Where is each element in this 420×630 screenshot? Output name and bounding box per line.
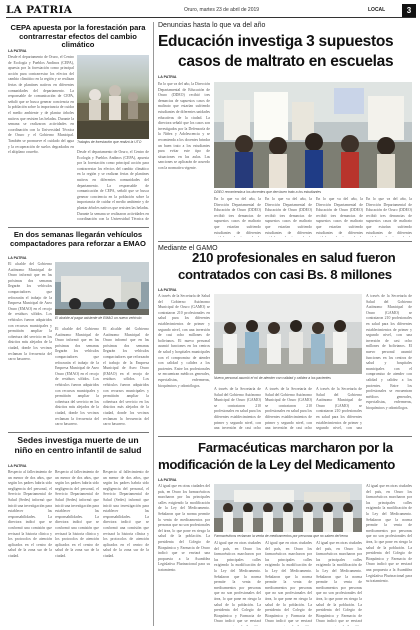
gamo-byline: LA PATRIA (158, 288, 177, 292)
divider-left-1 (8, 227, 149, 228)
divider-left-2 (8, 432, 149, 433)
gamo-kicker: Mediante el GAMO (158, 245, 218, 252)
newspaper-logo: LA PATRIA (6, 4, 73, 16)
emao-photo (55, 262, 149, 315)
maltrato-byline: LA PATRIA (158, 75, 177, 79)
forestation-photo (77, 55, 149, 139)
farmaceuticas-headline-line1: Farmacéuticas marcharon por la (198, 440, 393, 455)
gamo-body-col1: A través de la Secretaría de Salud del Gobierno Autónomo Municipal de Oruro (GAMO) se contrataron 210 profesionales en salud para los diferentes establecimientos de primer y segundo nivel, con una inversión de casi ocho millones de bolivianos. El nuevo personal asumió funciones en los centros de salud y hospitales municipales con el compromiso de atender con calidad y calidez a los pacientes. Entre los profesionales se encuentran médicos generales, especialistas, enfermeras, bioquímicos y odontólogos. (158, 294, 210, 388)
sedes-body-col3: Respecto al fallecimiento de un menor de dos años, que según los padres habría sido negligencia del personal, el Servicio Departamental de Salud (Sedes) informó que inició una investigación para establecer las responsabilidades. La directora indicó que se conformó una comisión que revisará la historia clínica y los protocolos de atención aplicados en el centro de salud de la zona sur de la ciudad. (103, 470, 149, 558)
gamo-body-col2: A través de la Secretaría de Salud del Gobierno Autónomo Municipal de Oruro (GAMO) se contrataron 210 profesionales en salud para los diferentes establecimientos de primer y segundo nivel, con una inversión de casi ocho (214, 387, 261, 431)
maltrato-body-col1: En lo que va del año, la Dirección Departamental de Educación de Oruro (DDEO) recibió tres denuncias de supuestos casos de maltrato que estarían sufriendo estudiantes de diferentes unidades educativas de la ciudad. La directora señaló que los casos son investigados por la Defensoría de la Niñez y Adolescencia y se recomienda a los docentes brindar un buen trato a los estudiantes para evitar este tipo de situaciones en las aulas. Las sanciones se aplicarán de acuerdo con la normativa vigente. (158, 82, 210, 170)
maltrato-photo (214, 82, 412, 188)
farmaceuticas-body-col3: Al igual que en otras ciudades del país, en Oruro los farmacéuticos marcharon por las principales calles exigiendo la modificación de la Ley del Medicamento. Señalaron que la norma permite la venta de medicamentos por personas que no son profesionales del área, lo que pone en riesgo la salud de la población. La presidenta del Colegio de Bioquímica y Farmacia de Oruro indicó que se enviará (265, 541, 312, 624)
emao-headline: En dos semanas llegarán vehículos compactadores para reforzar a EMAO (10, 230, 146, 248)
emao-body-col2: El alcalde del Gobierno Autónomo Municipal de Oruro informó que en las próximas dos semanas llegarán los vehículos compactadores que reforzarán el trabajo de la Empresa Municipal de Aseo Oruro (EMAO) en el recojo de residuos sólidos. Los vehículos fueron adquiridos con recursos municipales y permitirán ampliar la cobertura del servicio en los distritos más alejados de la ciudad, donde los vecinos reclaman la frecuencia del carro basurero. (55, 327, 99, 427)
emao-byline: LA PATRIA (8, 256, 27, 260)
gamo-photo-caption: Nuevo personal asumió el rol de atender con calidad y calidez a los pacientes (214, 376, 331, 380)
emao-body-col3: El alcalde del Gobierno Autónomo Municipal de Oruro informó que en las próximas dos semanas llegarán los vehículos compactadores que reforzarán el trabajo de la Empresa Municipal de Aseo Oruro (EMAO) en el recojo de residuos sólidos. Los vehículos fueron adquiridos con recursos municipales y permitirán ampliar la cobertura del servicio en los distritos más alejados de la ciudad, donde los vecinos reclaman la frecuencia del carro basurero. (103, 327, 149, 427)
farmaceuticas-body-col4: Al igual que en otras ciudades del país, en Oruro los farmacéuticos marcharon por las principales calles exigiendo la modificación de la Ley del Medicamento. Señalaron que la norma permite la venta de medicamentos por personas que no son profesionales del área, lo que pone en riesgo la salud de la población. La presidenta del Colegio de Bioquímica y Farmacia de Oruro indicó que se enviará (316, 541, 362, 624)
forestation-body-col1: Desde el departamento de Oruro, el Centro de Ecología y Pueblos Andinos (CEPA), apuesta por la forestación como principal acción para contrarrestar los efectos del cambio climático en la región y se realizan ferias de plantines nativos en diferentes comunidades del departamento. La responsable de comunicación de CEPA, señaló que se busca generar conciencia en la población sobre la importancia de cuidar el medio ambiente y de plantar árboles nativos que resisten las heladas. Durante la semana se realizaron actividades en coordinación con la Universidad Técnica de Oruro y el Gobierno Municipal. También se promueve el cuidado del agua y la recuperación de suelos degradados en el altiplano orureño. (8, 55, 74, 155)
maltrato-body-col5: En lo que va del año, la Dirección Departamental de Educación de Oruro (DDEO) recibió tres denuncias de supuestos casos de maltrato que estarían sufriendo estudiantes de diferentes (366, 197, 412, 235)
forestation-byline: LA PATRIA (8, 49, 27, 53)
maltrato-headline-line2: casos de maltrato en escuelas (178, 53, 394, 70)
masthead (6, 4, 416, 18)
gamo-headline-line1: 210 profesionales en salud fueron (192, 250, 396, 265)
divider-right-1 (158, 241, 412, 242)
forestation-headline: CEPA apuesta por la forestación para contrarrestar efectos del cambio climático (10, 23, 146, 49)
gamo-photo (214, 294, 362, 374)
sedes-body-col2: Respecto al fallecimiento de un menor de dos años, que según los padres habría sido negligencia del personal, el Servicio Departamental de Salud (Sedes) informó que inició una investigación para establecer las responsabilidades. La directora indicó que se conformó una comisión que revisará la historia clínica y los protocolos de atención aplicados en el centro de salud de la zona sur de la ciudad. (55, 470, 99, 558)
emao-body-col1: El alcalde del Gobierno Autónomo Municipal de Oruro informó que en las próximas dos semanas llegarán los vehículos compactadores que reforzarán el trabajo de la Empresa Municipal de Aseo Oruro (EMAO) en el recojo de residuos sólidos. Los vehículos fueron adquiridos con recursos municipales y permitirán ampliar la cobertura del servicio en los distritos más alejados de la ciudad, donde los vecinos reclaman la frecuencia del carro basurero. (8, 262, 52, 362)
section-label: LOCAL (368, 7, 386, 13)
sedes-headline: Sedes investiga muerte de un niño en centro infantil de salud (14, 435, 142, 455)
emao-photo-caption: El alcalde al pagar asistente de EMAO un nuevo vehículo (55, 316, 142, 320)
gamo-body-col5: A través de la Secretaría de Salud del Gobierno Autónomo Municipal de Oruro (GAMO) se contrataron 210 profesionales en salud para los diferentes establecimientos de primer y segundo nivel, con una inversión de casi ocho millones de bolivianos. El nuevo personal asumió funciones en los centros de salud y hospitales municipales con el compromiso de atender con calidad y calidez a los pacientes. Entre los profesionales se encuentran médicos generales, especialistas, enfermeras, bioquímicos y odontólogos. (366, 294, 412, 410)
sedes-body-col1: Respecto al fallecimiento de un menor de dos años, que según los padres habría sido negligencia del personal, el Servicio Departamental de Salud (Sedes) informó que inició una investigación para establecer las responsabilidades. La directora indicó que se conformó una comisión que revisará la historia clínica y los protocolos de atención aplicados en el centro de salud de la zona sur de la ciudad. (8, 470, 52, 558)
divider-right-2 (158, 436, 412, 437)
farmaceuticas-headline-line2: modificación de la Ley del Medicamento (158, 457, 395, 472)
gamo-body-col3: A través de la Secretaría de Salud del Gobierno Autónomo Municipal de Oruro (GAMO) se contrataron 210 profesionales en salud para los diferentes establecimientos de primer y segundo nivel, con una inversión de casi ocho (265, 387, 312, 431)
maltrato-kicker: Denuncias hasta lo que va del año (158, 22, 266, 29)
farmaceuticas-photo-caption: Farmacéuticos reclaman la venta de medicamentos por personas que no saben del tema (214, 534, 348, 538)
gamo-body-col4: A través de la Secretaría de Salud del Gobierno Autónomo Municipal de Oruro (GAMO) se contrataron 210 profesionales en salud para los diferentes establecimientos de primer y segundo nivel, con una (316, 387, 362, 431)
page-number: 3 (402, 4, 416, 17)
forestation-photo-caption: Trabajos de forestación que realizó la UTO (77, 140, 142, 144)
maltrato-body-col2: En lo que va del año, la Dirección Departamental de Educación de Oruro (DDEO) recibió tres denuncias de supuestos casos de maltrato que estarían sufriendo estudiantes de diferentes (214, 197, 261, 235)
farmaceuticas-body-col5: Al igual que en otras ciudades del país, en Oruro los farmacéuticos marcharon por las principales calles exigiendo la modificación de la Ley del Medicamento. Señalaron que la norma permite la venta de medicamentos por personas que no son profesionales del área, lo que pone en riesgo la salud de la población. La presidenta del Colegio de Bioquímica y Farmacia de Oruro indicó que se enviará una propuesta a la Asamblea Legislativa Plurinacional para su tratamiento. (366, 484, 412, 584)
maltrato-headline-line1: Educación investiga 3 supuestos (158, 33, 394, 50)
farmaceuticas-byline: LA PATRIA (158, 478, 177, 482)
sedes-byline: LA PATRIA (8, 464, 27, 468)
farmaceuticas-photo (214, 484, 362, 532)
column-separator (153, 22, 154, 626)
issue-date: Oruro, martes 23 de abril de 2019 (184, 7, 260, 13)
farmaceuticas-body-col1: Al igual que en otras ciudades del país, en Oruro los farmacéuticos marcharon por las principales calles exigiendo la modificación de la Ley del Medicamento. Señalaron que la norma permite la venta de medicamentos por personas que no son profesionales del área, lo que pone en riesgo la salud de la población. La presidenta del Colegio de Bioquímica y Farmacia de Oruro indicó que se enviará una propuesta a la Asamblea Legislativa Plurinacional para su tratamiento. (158, 484, 210, 572)
maltrato-body-col4: En lo que va del año, la Dirección Departamental de Educación de Oruro (DDEO) recibió tres denuncias de supuestos casos de maltrato que estarían sufriendo estudiantes de diferentes (316, 197, 363, 235)
gamo-headline-line2: contratados con casi Bs. 8 millones (178, 267, 392, 282)
maltrato-photo-caption: DDEO recomienda a los docentes que den buen trato a los estudiantes (214, 190, 322, 194)
farmaceuticas-body-col2: Al igual que en otras ciudades del país, en Oruro los farmacéuticos marcharon por las principales calles exigiendo la modificación de la Ley del Medicamento. Señalaron que la norma permite la venta de medicamentos por personas que no son profesionales del área, lo que pone en riesgo la salud de la población. La presidenta del Colegio de Bioquímica y Farmacia de Oruro indicó que se enviará (214, 541, 261, 624)
forestation-body-col2: Desde el departamento de Oruro, el Centro de Ecología y Pueblos Andinos (CEPA), apuesta por la forestación como principal acción para contrarrestar los efectos del cambio climático en la región y se realizan ferias de plantines nativos en diferentes comunidades del departamento. La responsable de comunicación de CEPA, señaló que se busca generar conciencia en la población sobre la importancia de cuidar el medio ambiente y de plantar árboles nativos que resisten las heladas. Durante la semana se realizaron actividades en coordinación con la Universidad Técnica de (77, 150, 149, 222)
maltrato-body-col3: En lo que va del año, la Dirección Departamental de Educación de Oruro (DDEO) recibió tres denuncias de supuestos casos de maltrato que estarían sufriendo estudiantes de diferentes (265, 197, 312, 235)
